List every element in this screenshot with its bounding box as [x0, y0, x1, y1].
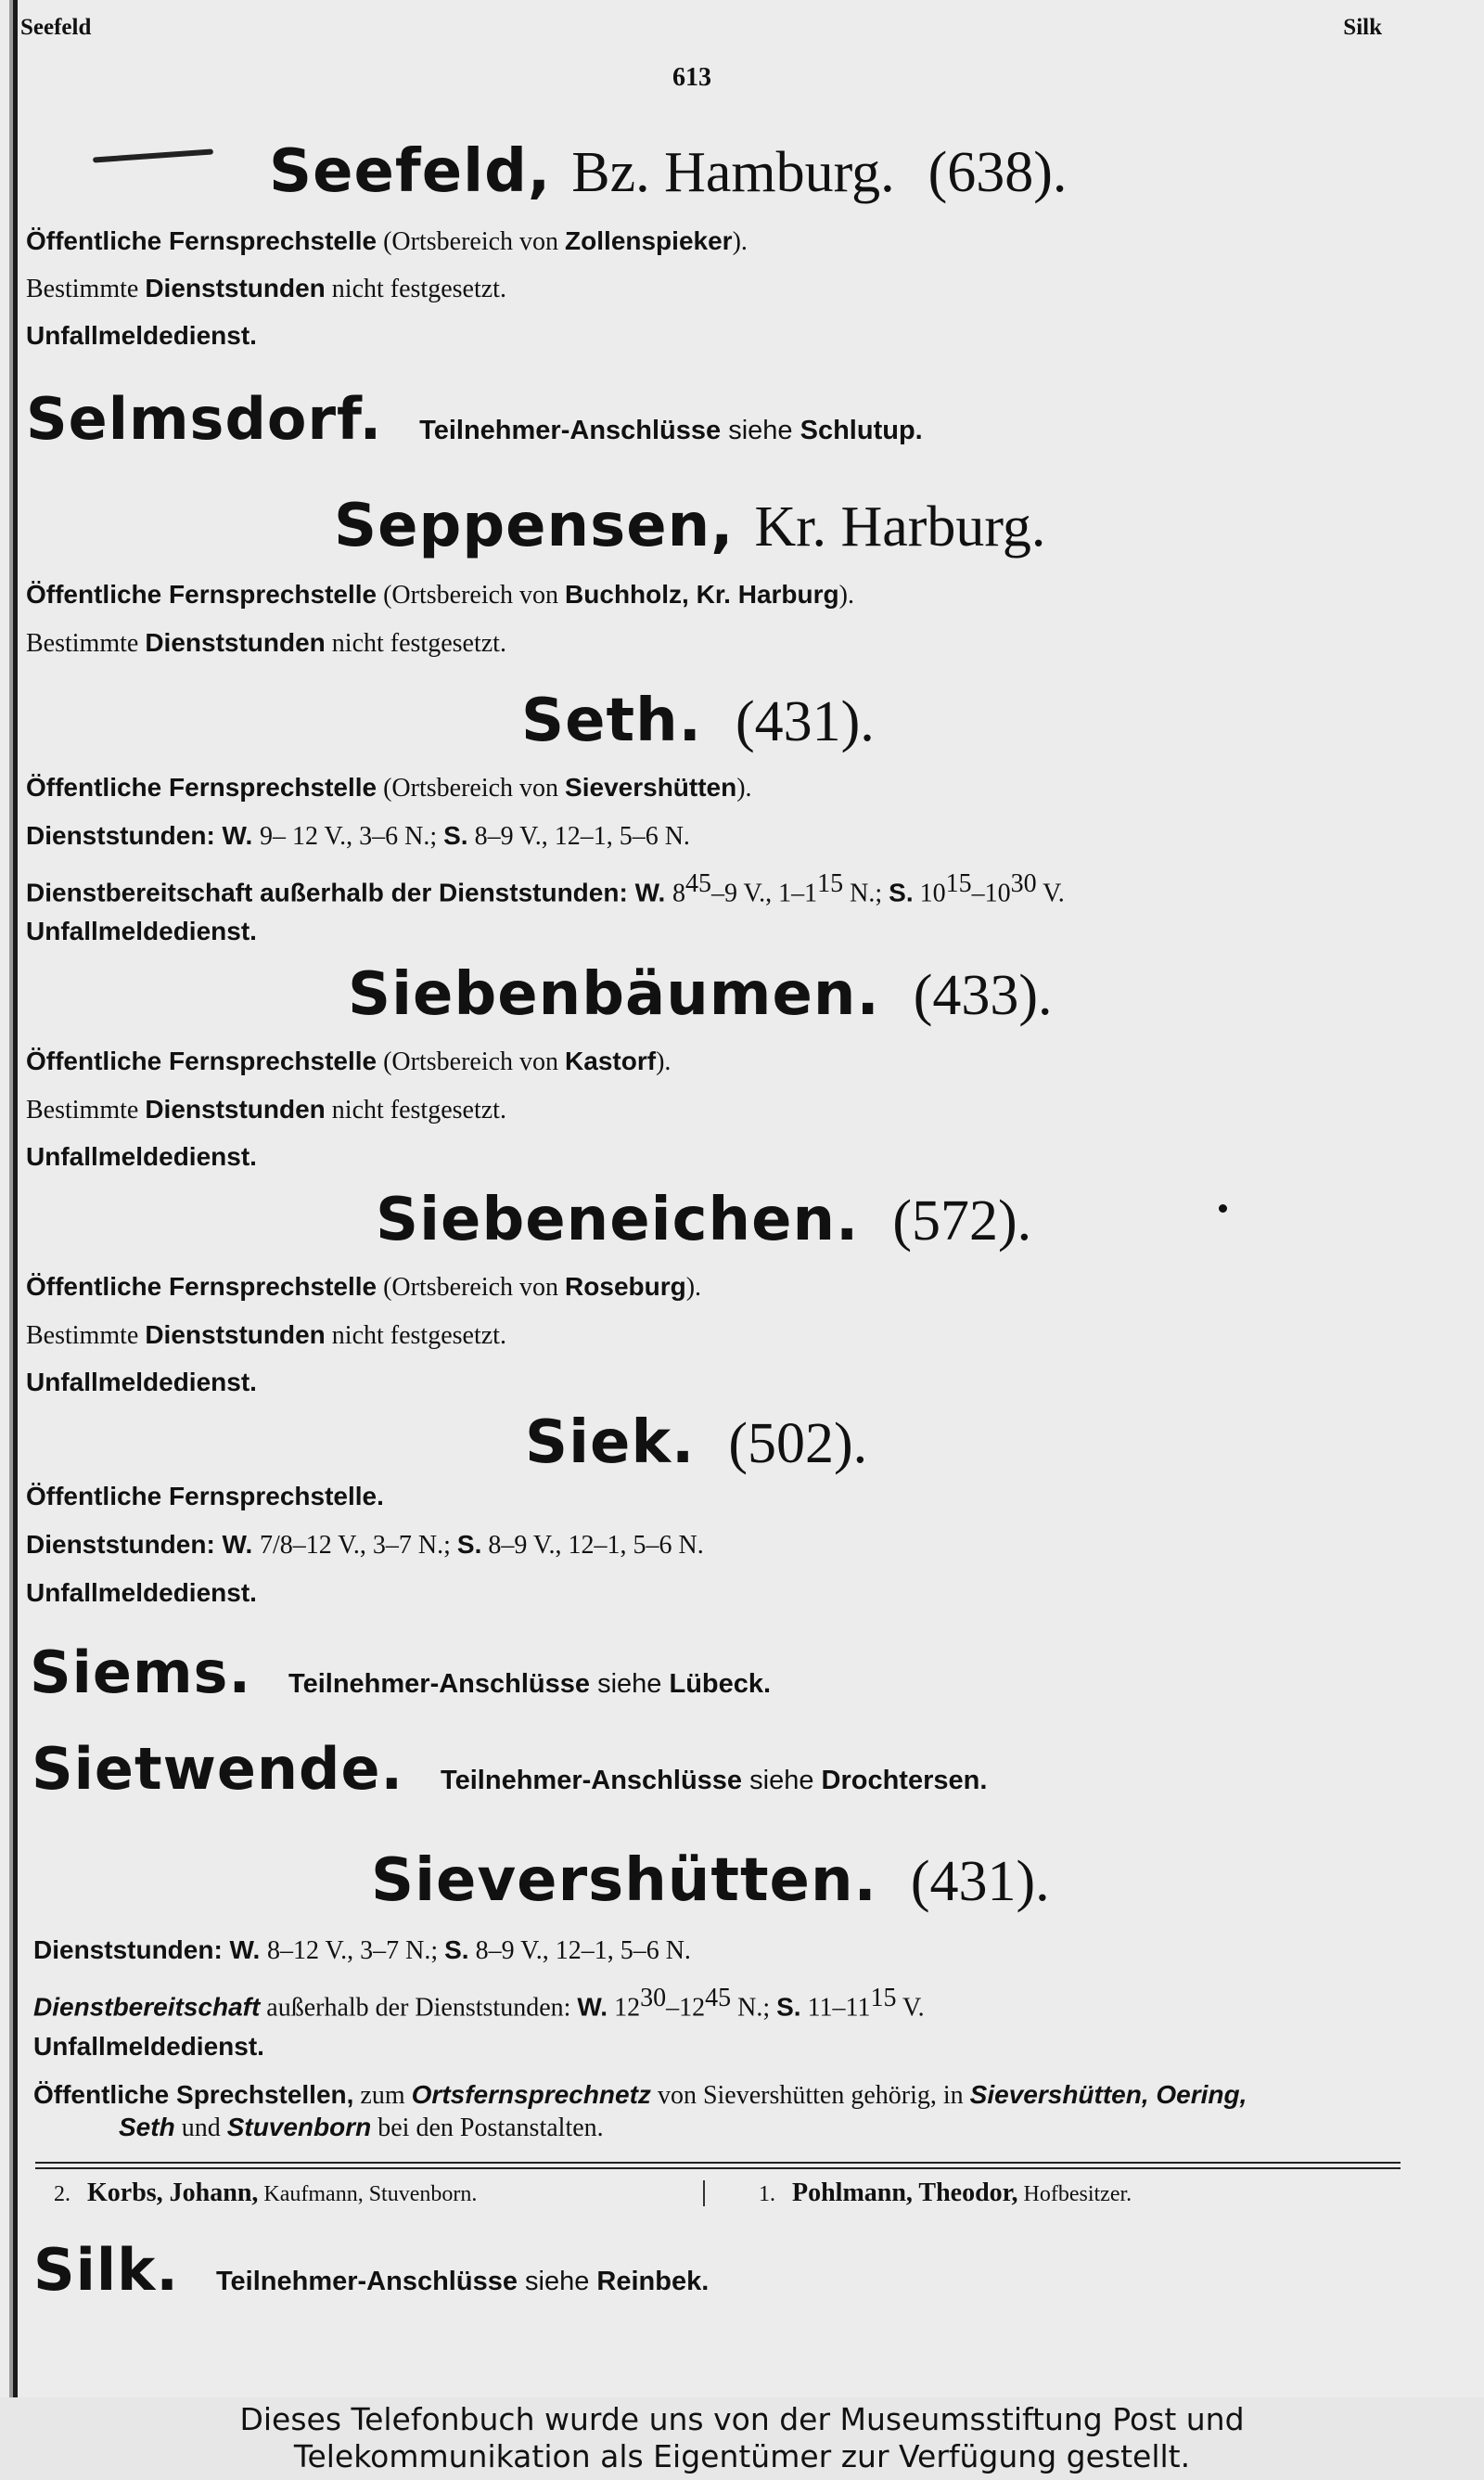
- entry-line: Öffentliche Fernsprechstelle (Ortsbereich von Buchholz, Kr. Harburg).: [26, 580, 854, 610]
- entry-line: Öffentliche Fernsprechstelle (Ortsbereich von Roseburg).: [26, 1272, 702, 1302]
- entry-line: Unfallmeldedienst.: [26, 1368, 257, 1396]
- entry-heading-seppensen: [334, 492, 1045, 560]
- entry-heading-sievershuetten: [371, 1846, 1050, 1915]
- entry-heading-siems: [30, 1638, 771, 1706]
- entry-line: Seth und Stuvenborn bei den Postanstalten.: [119, 2113, 604, 2142]
- cross-reference: Teilnehmer-Anschlüsse siehe Drochtersen.: [441, 1766, 988, 1795]
- entry-heading-siebeneichen: [376, 1186, 1031, 1254]
- place-name: Sievershütten.: [371, 1846, 877, 1915]
- cross-reference: Teilnehmer-Anschlüsse siehe Reinbek.: [215, 2267, 710, 2296]
- network-code: (431).: [910, 1850, 1050, 1913]
- entry-line: Bestimmte Dienststunden nicht festgesetzt.: [26, 274, 506, 303]
- place-name: Seppensen,: [334, 492, 735, 560]
- network-code: (638).: [928, 141, 1068, 204]
- place-name: Seefeld,: [269, 137, 552, 206]
- column-separator: [703, 2180, 705, 2206]
- entry-heading-silk: [33, 2236, 709, 2304]
- entry-line: Dienstbereitschaft außerhalb der Dienststunden: W. 1230–1245 N.; S. 11–1115 V.: [33, 1984, 925, 2023]
- entry-line: Öffentliche Sprechstellen, zum Ortsfernsprechnetz von Sievershütten gehörig, in Sievershütten, Oering,: [33, 2080, 1247, 2110]
- entry-heading-sietwende: [32, 1735, 987, 1803]
- entry-heading-siek: [525, 1408, 867, 1477]
- place-name: Silk.: [33, 2236, 179, 2304]
- entry-line: Dienstbereitschaft außerhalb der Dienststunden: W. 845–9 V., 1–115 N.; S. 1015–1030 V.: [26, 869, 1065, 908]
- place-name: Siek.: [525, 1408, 696, 1477]
- place-name: Siebenbäumen.: [348, 960, 880, 1029]
- entry-line: Dienststunden: W. 7/8–12 V., 3–7 N.; S. 8–9 V., 12–1, 5–6 N.: [26, 1530, 704, 1560]
- page-binding-edge: [9, 0, 18, 2397]
- network-code: (572).: [892, 1189, 1032, 1253]
- cross-reference: Teilnehmer-Anschlüsse siehe Lübeck.: [288, 1669, 772, 1699]
- ownership-footer: [0, 2397, 1484, 2480]
- place-name: Siebeneichen.: [376, 1186, 860, 1254]
- entry-line: Öffentliche Fernsprechstelle (Ortsbereich von Zollenspieker).: [26, 226, 748, 256]
- entry-line: Öffentliche Fernsprechstelle (Ortsbereich von Kastorf).: [26, 1047, 672, 1076]
- network-code: (502).: [728, 1412, 868, 1475]
- subscriber-entry: 1. Pohlmann, Theodor, Hofbesitzer.: [759, 2178, 1132, 2207]
- place-name: Selmsdorf.: [26, 385, 383, 453]
- network-code: (431).: [735, 690, 875, 753]
- running-head-right: Silk: [1343, 15, 1382, 40]
- entry-line: Bestimmte Dienststunden nicht festgesetzt.: [26, 628, 506, 658]
- cross-reference: Teilnehmer-Anschlüsse siehe Schlutup.: [419, 416, 923, 445]
- entry-line: Unfallmeldedienst.: [26, 1578, 257, 1607]
- ink-speck: [1219, 1204, 1227, 1213]
- district: Kr. Harburg.: [754, 495, 1046, 559]
- district: Bz. Hamburg.: [571, 141, 895, 204]
- entry-line: Bestimmte Dienststunden nicht festgesetzt.: [26, 1095, 506, 1124]
- network-code: (433).: [913, 964, 1053, 1027]
- entry-line: Öffentliche Fernsprechstelle (Ortsbereich von Sievershütten).: [26, 773, 752, 803]
- entry-heading-siebenbaeumen: [348, 960, 1053, 1029]
- entry-line: Dienststunden: W. 9– 12 V., 3–6 N.; S. 8–9 V., 12–1, 5–6 N.: [26, 821, 690, 851]
- entry-line: Bestimmte Dienststunden nicht festgesetzt.: [26, 1320, 506, 1350]
- subscriber-list: [54, 2178, 1408, 2216]
- entry-heading-selmsdorf: [26, 385, 923, 453]
- page-number: 613: [672, 63, 711, 92]
- entry-heading-seefeld: [269, 137, 1067, 206]
- entry-line: Unfallmeldedienst.: [33, 2032, 264, 2061]
- section-divider: [35, 2162, 1401, 2169]
- subscriber-entry: 2. Korbs, Johann, Kaufmann, Stuvenborn.: [54, 2178, 478, 2207]
- footer-line-2: Telekommunikation als Eigentümer zur Verfügung gestellt.: [293, 2438, 1191, 2474]
- running-head-left: Seefeld: [20, 15, 92, 40]
- footer-line-1: Dieses Telefonbuch wurde uns von der Museumsstiftung Post und: [239, 2401, 1245, 2437]
- entry-line: Unfallmeldedienst.: [26, 1142, 257, 1171]
- pen-mark: [93, 148, 213, 162]
- place-name: Seth.: [521, 687, 702, 755]
- place-name: Siems.: [30, 1638, 252, 1706]
- entry-line: Öffentliche Fernsprechstelle.: [26, 1482, 384, 1510]
- entry-line: Dienststunden: W. 8–12 V., 3–7 N.; S. 8–9 V., 12–1, 5–6 N.: [33, 1935, 691, 1965]
- entry-line: Unfallmeldedienst.: [26, 321, 257, 350]
- entry-line: Unfallmeldedienst.: [26, 917, 257, 945]
- place-name: Sietwende.: [32, 1735, 404, 1803]
- entry-heading-seth: [521, 687, 875, 755]
